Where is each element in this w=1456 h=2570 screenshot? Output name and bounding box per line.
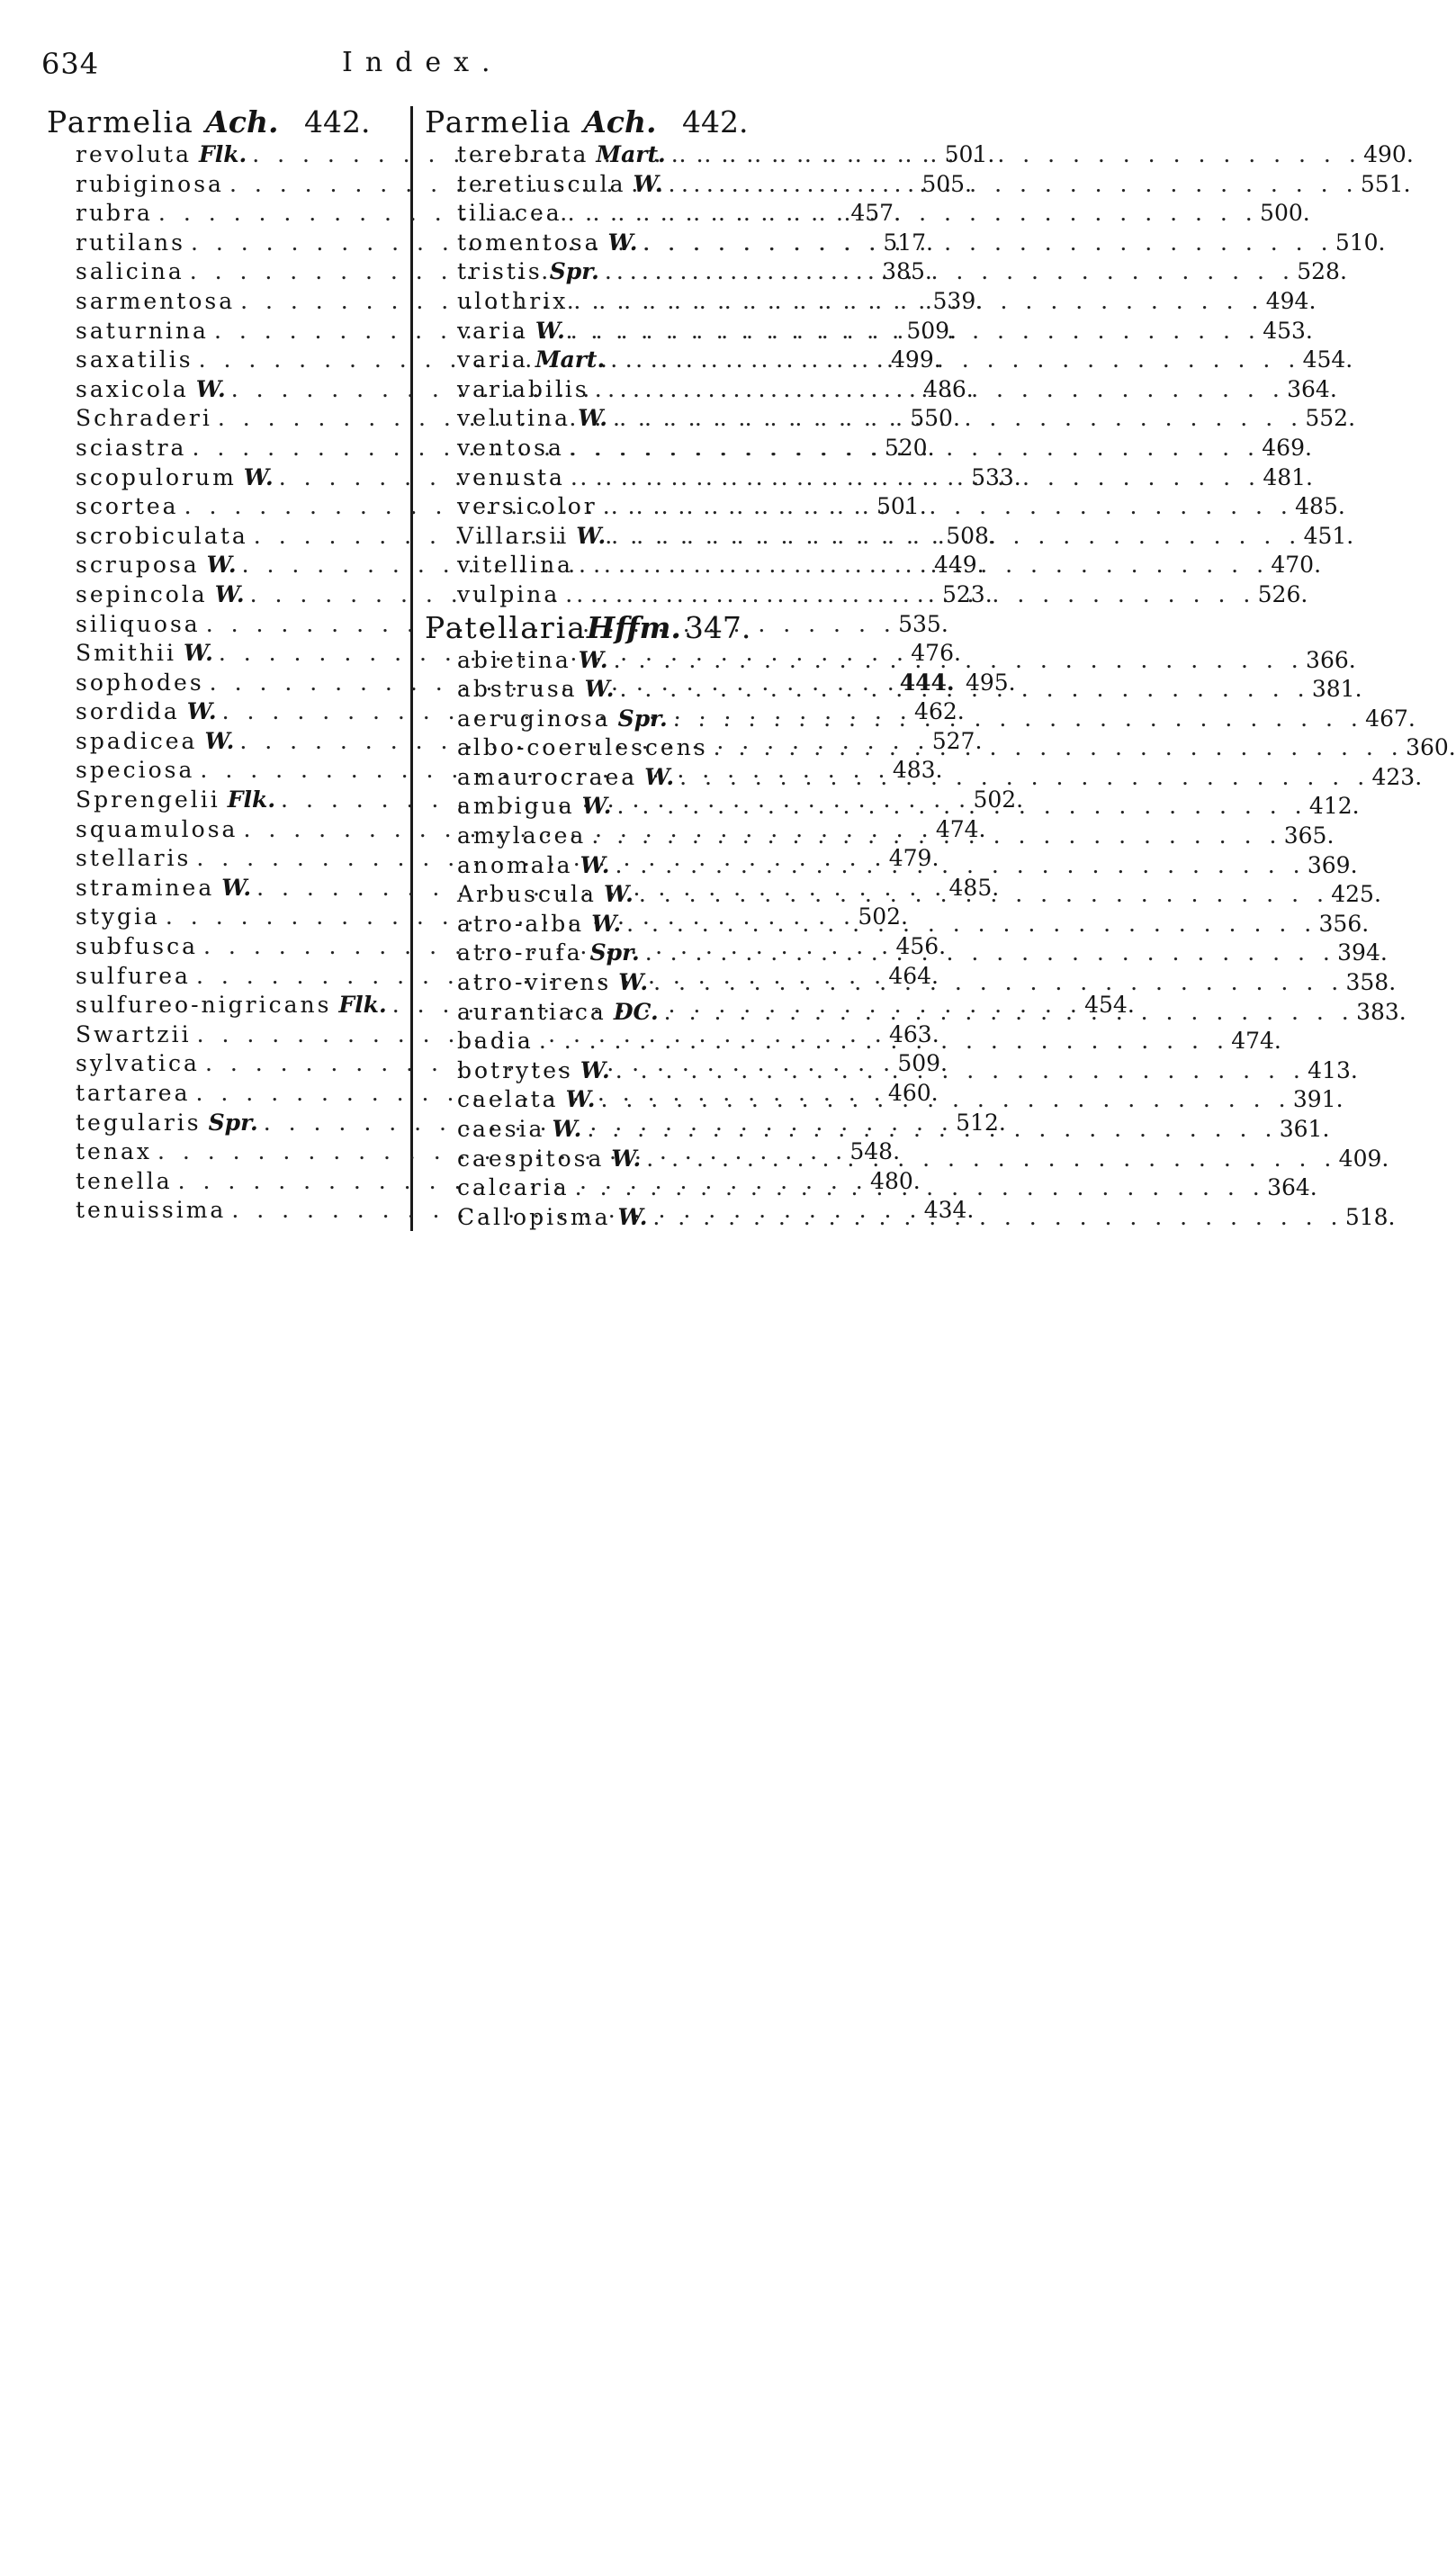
entry-page: 425. xyxy=(1331,881,1381,908)
entry-author: W. xyxy=(591,910,622,937)
entry-page: 449. xyxy=(933,552,984,579)
genus-heading xyxy=(47,104,407,140)
entry-name: revoluta xyxy=(76,141,192,167)
entry-author: Flk. xyxy=(227,786,276,813)
entry-name: speciosa xyxy=(76,757,195,784)
entry-page: 476. xyxy=(911,640,961,667)
entry-page: 486. xyxy=(923,375,974,402)
entry-page: 527. xyxy=(931,727,983,754)
entry-page: 366. xyxy=(1306,646,1356,673)
entry-name: Villarsii xyxy=(457,522,570,549)
entry-page: 494. xyxy=(1265,287,1317,314)
entry-page: 385. xyxy=(882,258,932,285)
entry-page: 523. xyxy=(941,580,993,607)
dot-leader xyxy=(570,1173,1265,1203)
entry-author: W. xyxy=(617,1203,648,1230)
genus-author: Ach. xyxy=(583,104,657,139)
entry-name: tomentosa xyxy=(457,229,601,256)
dot-leader xyxy=(614,675,1309,705)
entry-name: albo-coerulescens xyxy=(457,734,708,761)
entry-author: W. xyxy=(580,1056,610,1083)
entry-page: 360. xyxy=(1406,734,1456,761)
entry-author: Spr. xyxy=(589,939,640,966)
genus-name: Parmelia xyxy=(47,104,194,139)
entry-page: 517. xyxy=(883,229,934,256)
entry-page: 526. xyxy=(1257,580,1308,607)
dot-leader xyxy=(568,287,1263,317)
entry-author: W. xyxy=(578,405,607,432)
entry-page: 481. xyxy=(1263,463,1313,490)
entry-page: 356. xyxy=(1318,910,1370,937)
entry-name: tiliacea xyxy=(457,200,562,227)
entry-page: 502. xyxy=(858,903,908,930)
entry-page: 509. xyxy=(906,317,957,344)
entry-page: 464. xyxy=(888,962,939,989)
entry-name: stellaris xyxy=(76,845,192,872)
entry-page: 500. xyxy=(1260,200,1310,227)
entry-page: 552. xyxy=(1305,405,1356,432)
entry-page: 485. xyxy=(948,874,1000,901)
dot-leader xyxy=(607,404,1303,434)
page-header xyxy=(0,47,837,86)
entry-name: versicolor xyxy=(457,493,598,520)
entry-name: salicina xyxy=(76,258,184,285)
entry-page: 548. xyxy=(849,1138,901,1165)
entry-name: vulpina xyxy=(457,580,561,607)
entry-page: 508. xyxy=(946,522,996,549)
genus-name: Patellaria xyxy=(425,609,587,645)
genus-name: Parmelia xyxy=(425,104,572,139)
entry-name: Swartzii xyxy=(76,1020,192,1047)
entry-page: 467. xyxy=(1365,705,1416,732)
entry-page: 495. xyxy=(965,669,1016,696)
entry-author: W. xyxy=(633,170,663,197)
dot-leader xyxy=(565,317,1261,346)
entry-name: velutina xyxy=(457,405,571,432)
dot-leader xyxy=(598,492,1293,522)
entry-name: varia xyxy=(457,346,528,373)
entry-author: W. xyxy=(221,874,252,901)
entry-page: 409. xyxy=(1338,1145,1389,1172)
entry-name: tegularis xyxy=(76,1109,202,1136)
entry-author: Mart. xyxy=(596,141,666,167)
entry-name: atro-alba xyxy=(457,910,585,937)
dot-leader xyxy=(565,463,1261,493)
entry-page: 361. xyxy=(1279,1116,1330,1142)
entry-name: sylvatica xyxy=(76,1050,200,1077)
entry-author: W. xyxy=(565,1086,596,1113)
entry-page: 470. xyxy=(1271,552,1322,579)
genus-page: 442. xyxy=(681,104,749,139)
dot-leader xyxy=(612,792,1308,822)
entry-page: 550. xyxy=(910,405,960,432)
entry-name: variabilis xyxy=(457,375,589,402)
entry-author: W. xyxy=(576,522,607,549)
entry-name: sulfurea xyxy=(76,962,191,989)
dot-leader xyxy=(648,968,1344,998)
dot-leader xyxy=(606,522,1301,552)
entry-page: 501. xyxy=(944,141,995,167)
entry-page: 539. xyxy=(932,287,984,314)
entry-page: 451. xyxy=(1303,522,1354,549)
entry-author: Spr. xyxy=(617,705,668,732)
entry-name: terebrata xyxy=(457,141,589,167)
dot-leader xyxy=(608,646,1304,676)
entry-page: 474. xyxy=(1231,1028,1281,1055)
entry-name: anomala xyxy=(457,851,573,878)
entry-author: W. xyxy=(195,375,226,402)
dot-leader xyxy=(659,998,1354,1028)
entry-name: Schraderi xyxy=(76,405,212,432)
entry-page: 457. xyxy=(850,200,901,227)
entry-author: Spr. xyxy=(549,258,599,285)
entry-name: scruposa xyxy=(76,552,200,579)
entry-name: saturnina xyxy=(76,317,209,344)
entry-author: W. xyxy=(580,851,610,878)
entry-name: aeruginosa xyxy=(457,705,611,732)
entry-name: vitellina xyxy=(457,552,573,579)
entry-name: sarmentosa xyxy=(76,287,236,314)
entry-name: botrytes xyxy=(457,1056,573,1083)
entry-name: tenuissima xyxy=(76,1197,227,1224)
entry-page: 510. xyxy=(1335,229,1386,256)
entry-page: 454. xyxy=(1302,346,1353,373)
entry-author: Flk. xyxy=(198,141,247,167)
entry-name: sepincola xyxy=(76,580,208,607)
entry-author: W. xyxy=(186,698,217,725)
entry-name: scopulorum xyxy=(76,463,237,490)
entry-page: 483. xyxy=(892,757,943,784)
entry-name: caespitosa xyxy=(457,1145,605,1172)
entry-page: 364. xyxy=(1287,375,1337,402)
entry-name: amaurocraea xyxy=(457,763,638,790)
entry-name: atro-virens xyxy=(457,969,612,996)
dot-leader xyxy=(589,375,1285,405)
entry-page: 501. xyxy=(876,493,927,520)
entry-name: ventosa xyxy=(457,434,564,461)
dot-leader xyxy=(586,822,1281,851)
entry-name: rubiginosa xyxy=(76,170,224,197)
entry-author: W. xyxy=(578,646,608,673)
entry-name: scrobiculata xyxy=(76,522,248,549)
entry-name: siliquosa xyxy=(76,610,201,637)
entry-author: W. xyxy=(535,317,565,344)
entry-page: 505. xyxy=(921,170,973,197)
entry-name: atro-rufa xyxy=(457,939,583,966)
entry-alt-page: 444. xyxy=(899,669,955,696)
entry-author: W. xyxy=(584,676,615,703)
running-head: Index. xyxy=(342,47,503,78)
entry-name: rubra xyxy=(76,200,153,227)
entry-name: Arbuscula xyxy=(457,881,597,908)
entry-page: 394. xyxy=(1337,939,1388,966)
entry-page: 462. xyxy=(914,698,965,725)
page-number: 634 xyxy=(41,47,100,81)
entry-page: 528. xyxy=(1297,258,1347,285)
entry-page: 358. xyxy=(1345,969,1397,996)
entry-name: rutilans xyxy=(76,229,185,256)
entry-author: W. xyxy=(243,463,274,490)
entry-author: W. xyxy=(644,763,675,790)
entry-page: 474. xyxy=(935,815,986,842)
dot-leader xyxy=(581,1115,1277,1145)
dot-leader xyxy=(634,880,1329,910)
entry-name: Callopisma xyxy=(457,1203,611,1230)
entry-page: 434. xyxy=(923,1197,975,1224)
entry-name: abietina xyxy=(457,646,571,673)
genus-page: 442. xyxy=(303,104,371,139)
entry-name: ambigua xyxy=(457,793,575,820)
entry-author: W. xyxy=(607,229,638,256)
entry-page: 480. xyxy=(870,1167,921,1194)
entry-page: 364. xyxy=(1267,1174,1317,1201)
dot-leader xyxy=(610,1056,1306,1086)
entry-name: venusta xyxy=(457,463,565,490)
entry-name: amylacea xyxy=(457,822,587,849)
entry-name: abstrusa xyxy=(457,676,578,703)
entry-name: caelata xyxy=(457,1086,559,1113)
entry-page: 391. xyxy=(1292,1086,1344,1113)
entry-page: 460. xyxy=(887,1080,939,1106)
entry-author: W. xyxy=(581,793,612,820)
entry-author: W. xyxy=(618,969,649,996)
entry-page: 463. xyxy=(889,1020,939,1047)
genus-page: 347. xyxy=(684,609,751,645)
entry-name: saxicola xyxy=(76,375,189,402)
entry-page: 413. xyxy=(1308,1056,1358,1083)
entry-page: 479. xyxy=(888,845,939,872)
entry-page: 453. xyxy=(1263,317,1313,344)
entry-name: stygia xyxy=(76,903,160,930)
entry-name: caesia xyxy=(457,1116,545,1142)
entry-name: teretiuscula xyxy=(457,170,626,197)
dot-leader xyxy=(605,346,1300,375)
entry-page: 381. xyxy=(1311,676,1362,703)
entry-name: straminea xyxy=(76,874,215,901)
entry-author: Flk. xyxy=(338,992,387,1019)
entry-author: W. xyxy=(552,1116,582,1142)
entry-name: spadicea xyxy=(76,727,198,754)
entry-author: W. xyxy=(183,640,213,667)
genus-heading xyxy=(425,104,781,140)
entry-page: 456. xyxy=(895,933,947,960)
entry-name: ulothrix xyxy=(457,287,569,314)
dot-leader xyxy=(564,434,1260,463)
entry-name: Smithii xyxy=(76,640,176,667)
entry-page: 365. xyxy=(1283,822,1335,849)
entry-author: W. xyxy=(214,580,245,607)
entry-name: tenella xyxy=(76,1167,173,1194)
entry-author: W. xyxy=(206,552,237,579)
dot-leader xyxy=(637,229,1333,258)
entry-page: 485. xyxy=(1295,493,1345,520)
dot-leader xyxy=(621,910,1317,939)
entry-page: 369. xyxy=(1307,851,1358,878)
entry-page: 535. xyxy=(898,610,948,637)
genus-heading xyxy=(425,610,781,646)
entry-page: 499. xyxy=(891,346,941,373)
entry-name: scortea xyxy=(76,493,179,520)
entry-name: calcaria xyxy=(457,1174,570,1201)
entry-name: badia xyxy=(457,1028,534,1055)
dot-leader xyxy=(560,580,1255,610)
entry-page: 412. xyxy=(1308,793,1360,820)
entry-author: Mart. xyxy=(535,346,606,373)
entry-page: 502. xyxy=(973,786,1024,813)
entry-page: 490. xyxy=(1363,141,1414,167)
entry-page: 383. xyxy=(1356,998,1407,1025)
dot-leader xyxy=(599,257,1295,287)
entry-author: DC. xyxy=(613,998,659,1025)
entry-page: 533. xyxy=(971,463,1021,490)
genus-author: Hffm. xyxy=(586,609,681,645)
dot-leader xyxy=(562,199,1258,229)
entry-author: W. xyxy=(204,727,235,754)
entry-name: tenax xyxy=(76,1138,152,1165)
entry-name: sordida xyxy=(76,698,180,725)
entry-name: sophodes xyxy=(76,669,204,696)
entry-author: W. xyxy=(603,881,634,908)
entry-page: 551. xyxy=(1360,170,1411,197)
dot-leader xyxy=(573,551,1269,580)
entry-name: tartarea xyxy=(76,1080,191,1106)
entry-page: 423. xyxy=(1371,763,1423,790)
genus-author: Ach. xyxy=(205,104,279,139)
entry-name: Sprengelii xyxy=(76,786,220,813)
dot-leader xyxy=(662,170,1358,200)
entry-name: sulfureo-nigricans xyxy=(76,992,332,1019)
entry-page: 518. xyxy=(1344,1203,1396,1230)
entry-name: subfusca xyxy=(76,933,199,960)
entry-author: W. xyxy=(611,1145,642,1172)
entry-name: tristis xyxy=(457,258,543,285)
entry-name: sciastra xyxy=(76,434,187,461)
dot-leader xyxy=(595,1085,1290,1115)
entry-page: 469. xyxy=(1262,434,1312,461)
dot-leader xyxy=(666,140,1362,170)
entry-name: aurantiaca xyxy=(457,998,607,1025)
entry-page: 454. xyxy=(1084,992,1135,1019)
dot-leader xyxy=(534,1027,1229,1056)
entry-page: 512. xyxy=(956,1109,1006,1136)
dot-leader xyxy=(609,851,1305,881)
dot-leader xyxy=(640,939,1335,968)
entry-page: 520. xyxy=(884,434,935,461)
entry-author: Spr. xyxy=(208,1109,258,1136)
entry-name: squamulosa xyxy=(76,815,238,842)
entry-name: saxatilis xyxy=(76,346,193,373)
entry-name: varia xyxy=(457,317,528,344)
entry-page: 509. xyxy=(897,1050,948,1077)
